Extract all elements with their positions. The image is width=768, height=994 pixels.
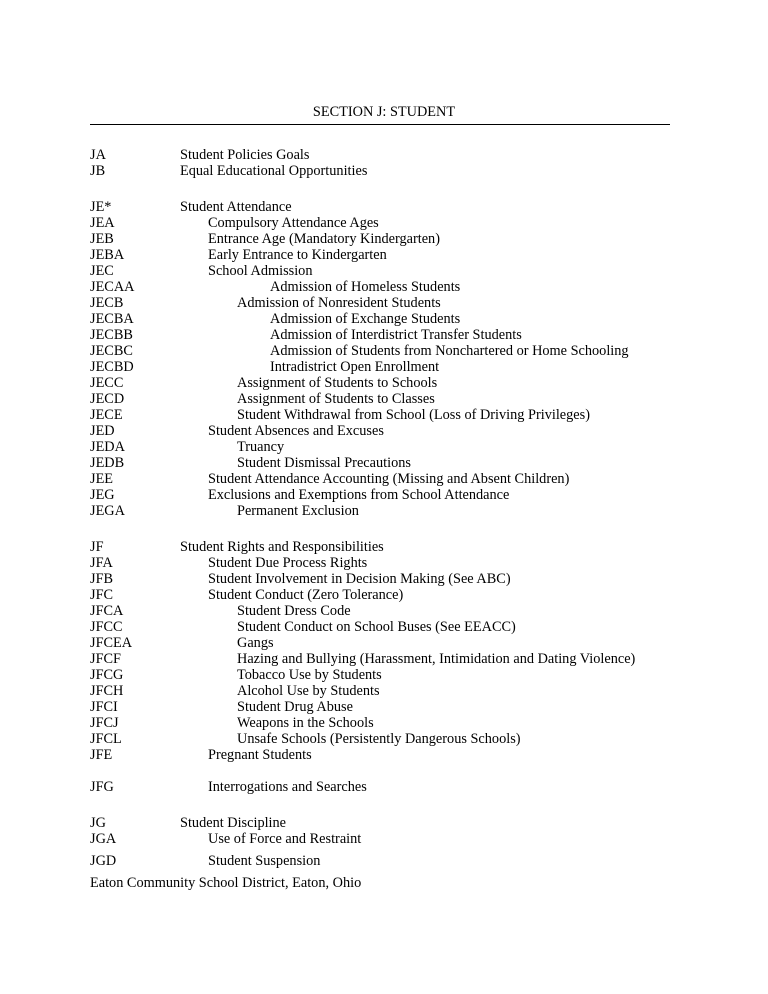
policy-code: JFC: [90, 587, 114, 603]
policy-code: JGD: [90, 853, 117, 869]
policy-title: Student Drug Abuse: [237, 699, 353, 715]
policy-entry: [90, 199, 690, 215]
policy-entry: [90, 439, 690, 455]
policy-title: Student Dismissal Precautions: [237, 455, 411, 471]
policy-entry: [90, 779, 690, 795]
policy-title: Student Withdrawal from School (Loss of Driving Privileges): [237, 407, 590, 423]
policy-entry: [90, 853, 690, 869]
document-title: SECTION J: STUDENT: [312, 104, 456, 120]
policy-code: JEE: [90, 471, 114, 487]
policy-title: Student Conduct (Zero Tolerance): [208, 587, 404, 603]
policy-code: JECBC: [90, 343, 133, 359]
policy-title: Equal Educational Opportunities: [180, 163, 368, 179]
policy-title: Student Absences and Excuses: [208, 423, 384, 439]
policy-title: Compulsory Attendance Ages: [208, 215, 379, 231]
policy-title: Student Attendance: [180, 199, 292, 215]
policy-code: JEB: [90, 231, 114, 247]
policy-title: Admission of Homeless Students: [270, 279, 461, 295]
policy-entry: [90, 635, 690, 651]
policy-title: Truancy: [237, 439, 285, 455]
policy-entry: [90, 231, 690, 247]
policy-entry: [90, 815, 690, 831]
policy-code: JFA: [90, 555, 113, 571]
policy-code: JB: [90, 163, 106, 179]
policy-code: JFCH: [90, 683, 124, 699]
policy-code: JFCEA: [90, 635, 133, 651]
policy-code: JFCA: [90, 603, 124, 619]
policy-entry: [90, 295, 690, 311]
policy-entry: [90, 455, 690, 471]
policy-code: JECBA: [90, 311, 134, 327]
policy-entry: [90, 667, 690, 683]
policy-title: Student Involvement in Decision Making (See ABC): [208, 571, 511, 587]
policy-title: Weapons in the Schools: [237, 715, 374, 731]
policy-code: JECE: [90, 407, 123, 423]
policy-entry: [90, 747, 690, 763]
policy-entry: [90, 263, 690, 279]
policy-title: Pregnant Students: [208, 747, 312, 763]
policy-entry: [90, 375, 690, 391]
policy-code: JEDA: [90, 439, 125, 455]
policy-title: Permanent Exclusion: [237, 503, 359, 519]
policy-title: Use of Force and Restraint: [208, 831, 362, 847]
policy-entry: [90, 503, 690, 519]
policy-title: Alcohol Use by Students: [237, 683, 380, 699]
policy-code: JFCL: [90, 731, 122, 747]
policy-entry: [90, 539, 690, 555]
policy-entry: [90, 571, 690, 587]
policy-entry: [90, 279, 690, 295]
policy-entry: [90, 683, 690, 699]
policy-entry: [90, 471, 690, 487]
policy-code: JECBD: [90, 359, 134, 375]
policy-entry: [90, 343, 690, 359]
policy-title: Assignment of Students to Classes: [237, 391, 435, 407]
policy-title: Student Suspension: [208, 853, 321, 869]
policy-entry: [90, 731, 690, 747]
policy-code: JFB: [90, 571, 114, 587]
policy-entry: [90, 619, 690, 635]
policy-code: JFG: [90, 779, 114, 795]
policy-code: JFCF: [90, 651, 122, 667]
policy-title: Admission of Interdistrict Transfer Students: [270, 327, 522, 343]
policy-title: Tobacco Use by Students: [237, 667, 382, 683]
policy-title: Assignment of Students to Schools: [237, 375, 438, 391]
policy-title: Student Discipline: [180, 815, 287, 831]
policy-title: Student Policies Goals: [180, 147, 310, 163]
policy-entry: [90, 587, 690, 603]
policy-entry: [90, 391, 690, 407]
policy-title: Intradistrict Open Enrollment: [270, 359, 440, 375]
title-underline: [90, 124, 670, 125]
policy-entry: [90, 423, 690, 439]
policy-entry: [90, 247, 690, 263]
policy-entry: [90, 163, 690, 179]
policy-code: JECD: [90, 391, 125, 407]
policy-title: Early Entrance to Kindergarten: [208, 247, 387, 263]
policy-entry: [90, 327, 690, 343]
policy-code: JGA: [90, 831, 117, 847]
policy-code: JE*: [90, 199, 112, 215]
policy-code: JECBB: [90, 327, 133, 343]
policy-code: JFCG: [90, 667, 124, 683]
policy-code: JECB: [90, 295, 124, 311]
policy-title: Student Due Process Rights: [208, 555, 368, 571]
policy-code: JEC: [90, 263, 114, 279]
policy-code: JEG: [90, 487, 115, 503]
policy-code: JEDB: [90, 455, 125, 471]
policy-title: Student Conduct on School Buses (See EEACC): [237, 619, 516, 635]
policy-title: Student Dress Code: [237, 603, 351, 619]
policy-entry: [90, 715, 690, 731]
policy-code: JEBA: [90, 247, 125, 263]
policy-code: JA: [90, 147, 106, 163]
policy-entry: [90, 603, 690, 619]
policy-title: Admission of Nonresident Students: [237, 295, 441, 311]
policy-title: Admission of Students from Nonchartered or Home Schooling: [270, 343, 629, 359]
policy-code: JG: [90, 815, 106, 831]
policy-code: JECC: [90, 375, 124, 391]
policy-title: Student Rights and Responsibilities: [180, 539, 384, 555]
policy-title: Exclusions and Exemptions from School Attendance: [208, 487, 510, 503]
policy-code: JEGA: [90, 503, 125, 519]
policy-code: JFCI: [90, 699, 118, 715]
policy-entry: [90, 487, 690, 503]
policy-code: JFCJ: [90, 715, 119, 731]
policy-title: Admission of Exchange Students: [270, 311, 461, 327]
policy-entry: [90, 699, 690, 715]
policy-code: JF: [90, 539, 104, 555]
policy-entry: [90, 359, 690, 375]
policy-code: JFE: [90, 747, 113, 763]
policy-entry: [90, 651, 690, 667]
document-footer: Eaton Community School District, Eaton, Ohio: [90, 875, 362, 891]
policy-title: School Admission: [208, 263, 313, 279]
policy-entry: [90, 407, 690, 423]
policy-entry: [90, 311, 690, 327]
policy-entry: [90, 555, 690, 571]
policy-title: Unsafe Schools (Persistently Dangerous Schools): [237, 731, 521, 747]
policy-title: Gangs: [237, 635, 274, 651]
policy-title: Interrogations and Searches: [208, 779, 367, 795]
policy-entry: [90, 215, 690, 231]
policy-title: Entrance Age (Mandatory Kindergarten): [208, 231, 440, 247]
policy-title: Hazing and Bullying (Harassment, Intimidation and Dating Violence): [237, 651, 636, 667]
policy-code: JED: [90, 423, 115, 439]
policy-entry: [90, 831, 690, 847]
policy-title: Student Attendance Accounting (Missing and Absent Children): [208, 471, 570, 487]
policy-entry: [90, 147, 690, 163]
policy-code: JEA: [90, 215, 115, 231]
policy-code: JFCC: [90, 619, 123, 635]
policy-code: JECAA: [90, 279, 135, 295]
